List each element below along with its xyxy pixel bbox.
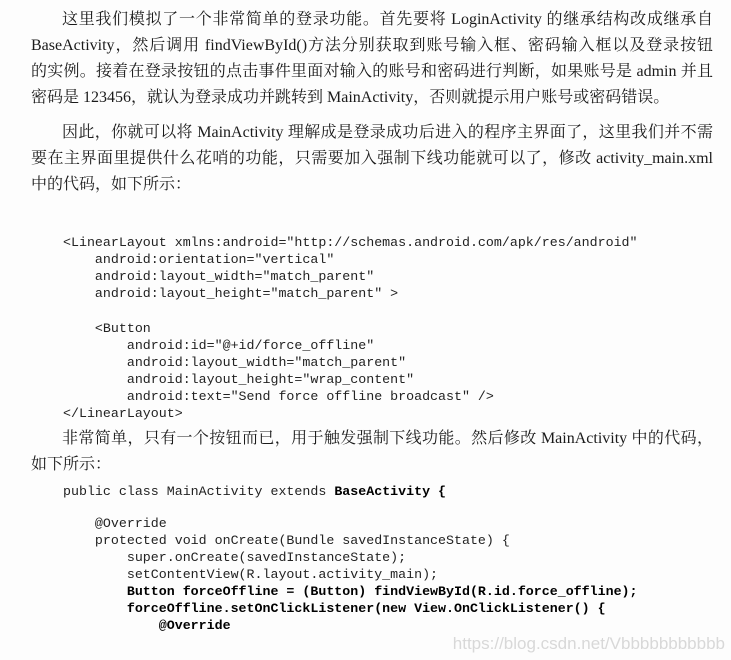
paragraph-1-line: 这里我们模拟了一个非常简单的登录功能。首先要将 LoginActivity 的继承结构改成继承自 [62,11,713,28]
watermark: https://blog.csdn.net/Vbbbbbbbbbbb [452,634,725,653]
code-line: setContentView(R.layout.activity_main); [63,567,439,582]
paragraph-3-line: 非常简单，只有一个按钮而已，用于触发强制下线功能。然后修改 MainActivity 中的代码， [62,430,713,447]
code-line: @Override [63,516,167,531]
code-text-bold: BaseActivity { [334,484,447,499]
code-line: android:layout_width="match_parent" [63,269,375,284]
code-line-bold: Button forceOffline = (Button) findViewById(R.id.force_offline); [63,584,638,599]
paragraph-2-line: 因此，你就可以将 MainActivity 理解成是登录成功后进入的程序主界面了，这里我们并不需 [62,124,713,141]
code-line: super.onCreate(savedInstanceState); [63,550,407,565]
code-line: </LinearLayout> [63,406,183,421]
code-line-bold: @Override [63,618,231,633]
paragraph-1-line: 密码是 123456，就认为登录成功并跳转到 MainActivity，否则就提示用户账号或密码错误。 [31,89,670,106]
code-line: android:id="@+id/force_offline" [63,338,375,353]
code-line: android:orientation="vertical" [63,252,335,267]
code-line [63,484,446,500]
paragraph-3-line: 如下所示： [31,456,112,473]
code-line: android:layout_width="match_parent" [63,355,407,370]
code-line: android:layout_height="match_parent" > [63,286,399,301]
code-line: android:text="Send force offline broadcast" /> [63,389,494,404]
code-line: android:layout_height="wrap_content" [63,372,415,387]
code-text: public class MainActivity extends [63,484,335,499]
code-line: <LinearLayout xmlns:android="http://schemas.android.com/apk/res/android" [63,235,638,250]
paragraph-2-line: 要在主界面里提供什么花哨的功能，只需要加入强制下线功能就可以了，修改 activity_main.xml [31,150,713,167]
paragraph-1-line: 的实例。接着在登录按钮的点击事件里面对输入的账号和密码进行判断，如果账号是 admin 并且 [31,63,713,80]
paragraph-1-line: BaseActivity，然后调用 findViewById()方法分别获取到账号输入框、密码输入框以及登录按钮 [31,37,713,54]
code-line: <Button [63,321,151,336]
paragraph-2-line: 中的代码，如下所示： [31,176,192,193]
code-line-bold: forceOffline.setOnClickListener(new View.OnClickListener() { [63,601,606,616]
code-line: protected void onCreate(Bundle savedInstanceState) { [63,533,510,548]
